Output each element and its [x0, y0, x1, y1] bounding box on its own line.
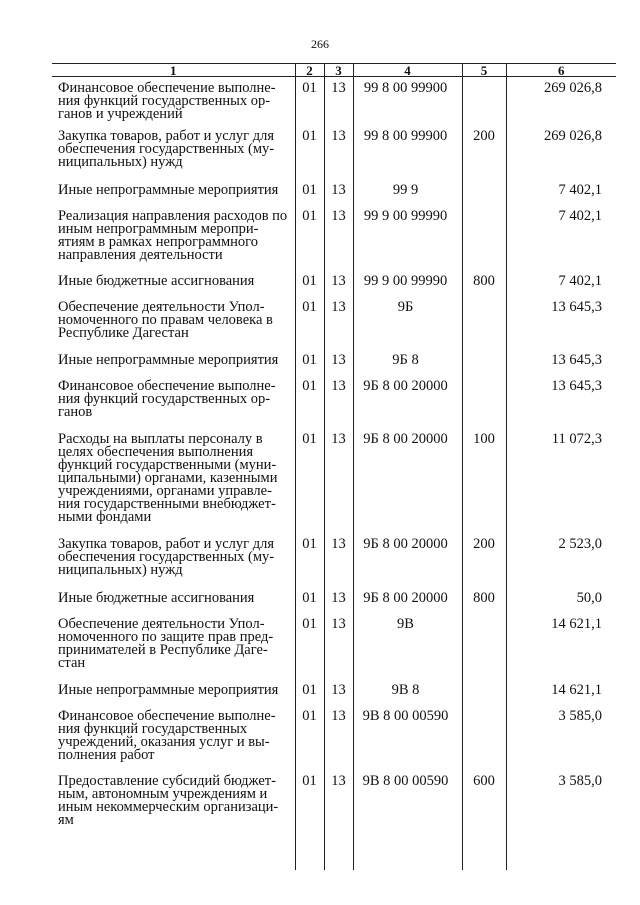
row-target-article: 99 8 00 99900: [353, 125, 462, 179]
col-header-amount: 6: [506, 64, 616, 77]
row-expense-type: [462, 77, 506, 126]
row-expense-type: [462, 205, 506, 270]
row-section: 01: [295, 375, 324, 428]
row-section: 01: [295, 705, 324, 770]
table-row: [52, 179, 616, 205]
table-row: [52, 428, 616, 533]
row-subsection: 13: [324, 270, 353, 296]
row-section: 01: [295, 205, 324, 270]
row-target-article: 9Б 8 00 20000: [353, 533, 462, 587]
row-section: 01: [295, 179, 324, 205]
row-section: 01: [295, 533, 324, 587]
table-row: [52, 296, 616, 349]
row-expense-type: [462, 613, 506, 679]
row-name: Расходы на выплаты персоналу в целях обеспечения выполнения функций государственными (муни-ципальными) органами, казенными учреждениями, органами управле-ния государственными внебюджет-ными фондами: [58, 431, 278, 525]
col-header-name: 1: [52, 64, 295, 77]
row-name: Реализация направления расходов по иным непрограммным меропри-ятиям в рамках непрограммного направления деятельности: [58, 208, 288, 263]
filler-cell: [52, 848, 295, 870]
row-section: 01: [295, 587, 324, 613]
row-subsection: 13: [324, 705, 353, 770]
row-amount: 3 585,0: [506, 770, 616, 848]
filler-cell: [324, 848, 353, 870]
row-expense-type: 800: [462, 270, 506, 296]
row-section: 01: [295, 428, 324, 533]
col-header-expense-type: 5: [462, 64, 506, 77]
row-amount: 7 402,1: [506, 179, 616, 205]
row-subsection: 13: [324, 428, 353, 533]
row-name: Предоставление субсидий бюджет-ным, автономным учреждениям и иным некоммерческим организаци-ям: [58, 773, 279, 828]
row-expense-type: 600: [462, 770, 506, 848]
row-target-article: 9В: [353, 613, 462, 679]
row-section: 01: [295, 613, 324, 679]
header-row: [52, 64, 616, 77]
table-row: [52, 705, 616, 770]
table-row: [52, 205, 616, 270]
row-name: Закупка товаров, работ и услуг для обеспечения государственных (му-ниципальных) нужд: [58, 128, 275, 170]
row-target-article: 99 9 00 99990: [353, 205, 462, 270]
row-target-article: 9В 8 00 00590: [353, 770, 462, 848]
row-subsection: 13: [324, 179, 353, 205]
filler-cell: [353, 848, 462, 870]
row-amount: 50,0: [506, 587, 616, 613]
row-expense-type: 800: [462, 587, 506, 613]
row-name: Финансовое обеспечение выполне-ния функций государственных ор-ганов: [58, 378, 276, 420]
row-section: 01: [295, 270, 324, 296]
row-target-article: 9В 8 00 00590: [353, 705, 462, 770]
row-target-article: 9Б 8: [353, 349, 462, 375]
filler-cell: [506, 848, 616, 870]
row-name: Финансовое обеспечение выполне-ния функций государственных учреждений, оказания услуг и вы-полнения работ: [58, 708, 276, 763]
row-subsection: 13: [324, 125, 353, 179]
row-expense-type: [462, 705, 506, 770]
row-name: Финансовое обеспечение выполне-ния функций государственных ор-ганов и учреждений: [58, 80, 276, 122]
table-row: [52, 375, 616, 428]
row-amount: 13 645,3: [506, 349, 616, 375]
row-amount: 3 585,0: [506, 705, 616, 770]
row-name: Обеспечение деятельности Упол-номоченного по защите прав пред-принимателей в Республике Даге-стан: [58, 616, 274, 671]
row-section: 01: [295, 679, 324, 705]
row-target-article: 9Б 8 00 20000: [353, 587, 462, 613]
row-name: Иные непрограммные мероприятия: [58, 352, 279, 368]
row-subsection: 13: [324, 679, 353, 705]
row-target-article: 9Б: [353, 296, 462, 349]
row-section: 01: [295, 349, 324, 375]
row-expense-type: 200: [462, 125, 506, 179]
row-name: Иные бюджетные ассигнования: [58, 273, 255, 289]
row-amount: 269 026,8: [506, 125, 616, 179]
row-name: Закупка товаров, работ и услуг для обеспечения государственных (му-ниципальных) нужд: [58, 536, 275, 578]
table-row: [52, 533, 616, 587]
row-subsection: 13: [324, 770, 353, 848]
row-target-article: 99 9 00 99990: [353, 270, 462, 296]
row-subsection: 13: [324, 613, 353, 679]
row-amount: 269 026,8: [506, 77, 616, 126]
filler-cell: [295, 848, 324, 870]
table-row: [52, 270, 616, 296]
row-amount: 2 523,0: [506, 533, 616, 587]
row-expense-type: [462, 179, 506, 205]
col-header-section: 2: [295, 64, 324, 77]
row-expense-type: 200: [462, 533, 506, 587]
row-amount: 14 621,1: [506, 613, 616, 679]
row-section: 01: [295, 770, 324, 848]
row-subsection: 13: [324, 533, 353, 587]
col-header-subsection: 3: [324, 64, 353, 77]
filler-cell: [462, 848, 506, 870]
col-header-target-article: 4: [353, 64, 462, 77]
row-amount: 13 645,3: [506, 296, 616, 349]
row-subsection: 13: [324, 349, 353, 375]
row-subsection: 13: [324, 205, 353, 270]
row-expense-type: [462, 679, 506, 705]
row-amount: 14 621,1: [506, 679, 616, 705]
row-expense-type: [462, 349, 506, 375]
table-row: [52, 349, 616, 375]
row-subsection: 13: [324, 77, 353, 126]
table-row: [52, 587, 616, 613]
row-section: 01: [295, 125, 324, 179]
row-amount: 11 072,3: [506, 428, 616, 533]
row-target-article: 9Б 8 00 20000: [353, 428, 462, 533]
row-name: Иные непрограммные мероприятия: [58, 682, 279, 698]
row-target-article: 9Б 8 00 20000: [353, 375, 462, 428]
table-row: [52, 770, 616, 848]
row-target-article: 9В 8: [353, 679, 462, 705]
row-amount: 7 402,1: [506, 205, 616, 270]
table-row: [52, 679, 616, 705]
row-target-article: 99 9: [353, 179, 462, 205]
row-subsection: 13: [324, 375, 353, 428]
row-subsection: 13: [324, 296, 353, 349]
row-name: Обеспечение деятельности Упол-номоченного по правам человека в Республике Дагестан: [58, 299, 273, 341]
row-subsection: 13: [324, 587, 353, 613]
budget-table: [52, 63, 616, 870]
row-expense-type: [462, 375, 506, 428]
table-filler-row: [52, 848, 616, 870]
row-amount: 7 402,1: [506, 270, 616, 296]
row-expense-type: 100: [462, 428, 506, 533]
row-amount: 13 645,3: [506, 375, 616, 428]
row-name: Иные непрограммные мероприятия: [58, 182, 279, 198]
table-row: [52, 77, 616, 126]
table-row: [52, 125, 616, 179]
row-section: 01: [295, 77, 324, 126]
table-row: [52, 613, 616, 679]
row-name: Иные бюджетные ассигнования: [58, 590, 255, 606]
row-target-article: 99 8 00 99900: [353, 77, 462, 126]
page-number: 266: [311, 37, 329, 51]
row-expense-type: [462, 296, 506, 349]
row-section: 01: [295, 296, 324, 349]
